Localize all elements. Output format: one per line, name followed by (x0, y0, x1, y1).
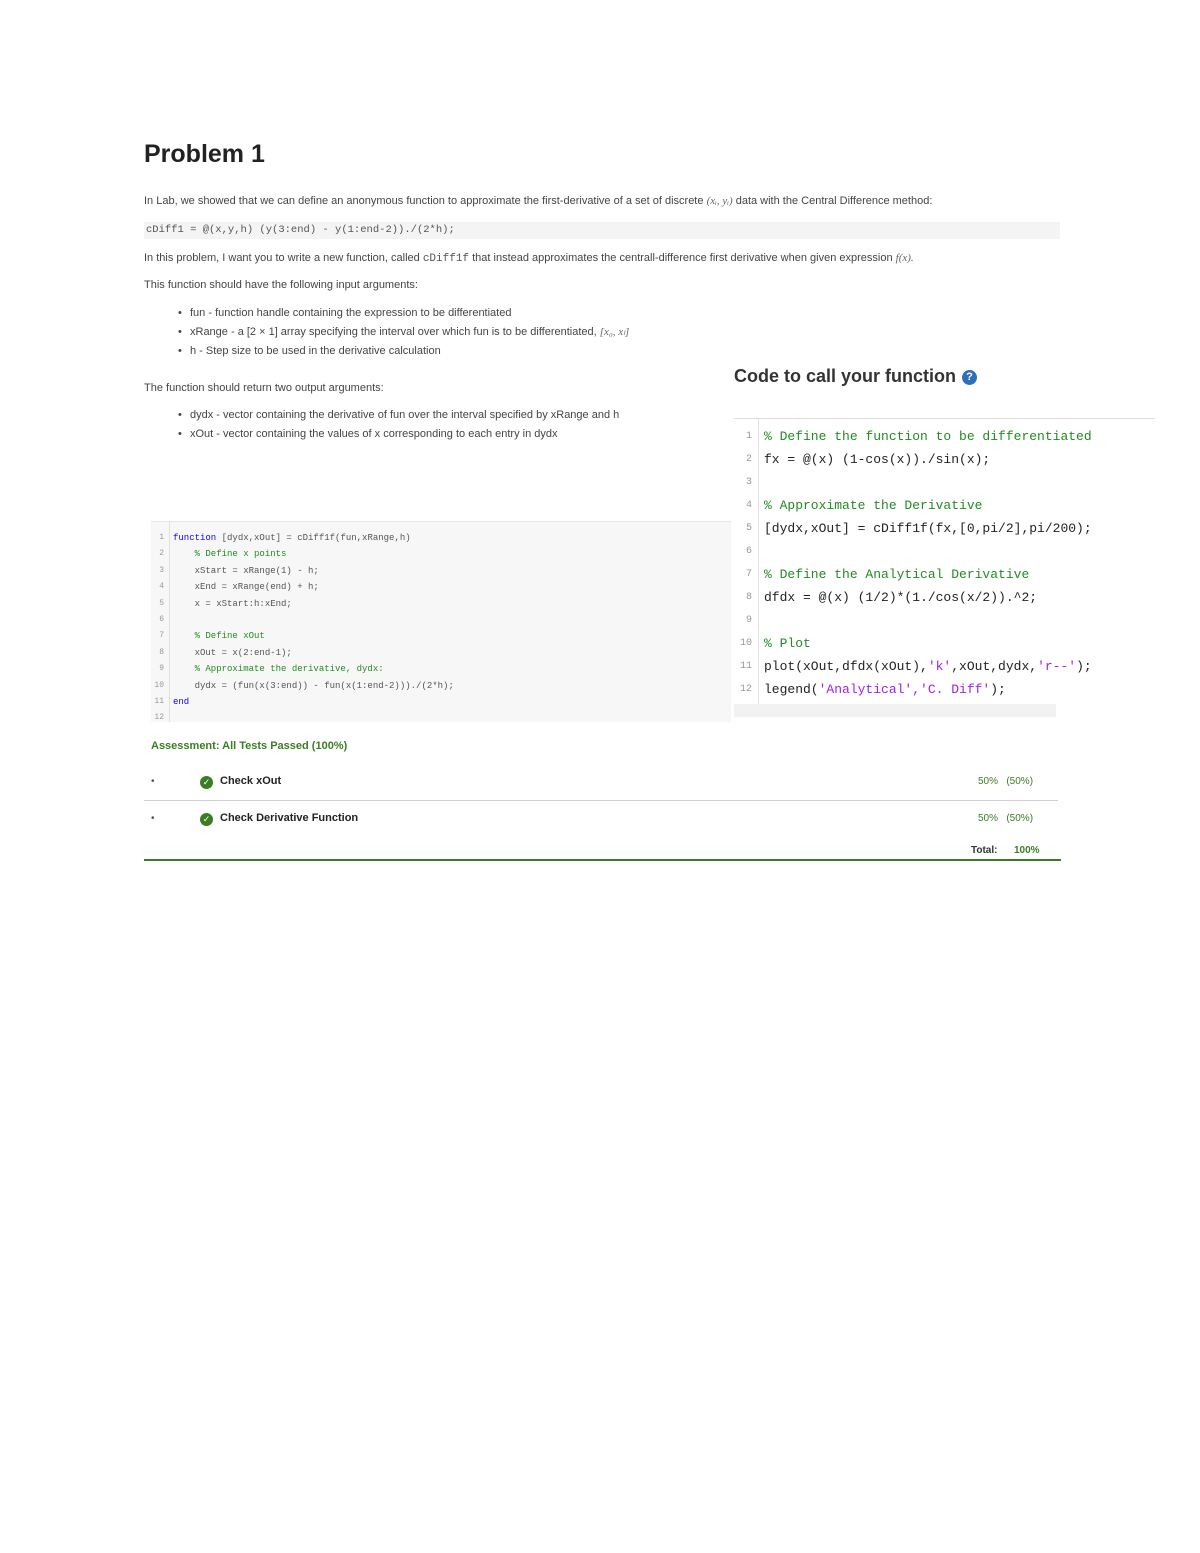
page-title: Problem 1 (144, 140, 265, 168)
assessment-header: Assessment: All Tests Passed (100%) (151, 740, 348, 752)
line-number: 5 (745, 523, 752, 534)
code-line (173, 563, 319, 579)
code-line (173, 694, 189, 710)
line-number: 8 (745, 592, 752, 603)
line-number: 12 (154, 713, 164, 723)
intro-text-post: data with the Central Difference method: (735, 195, 933, 207)
function-code-editor[interactable] (151, 521, 731, 722)
code-string: 'r--' (1037, 659, 1077, 674)
outputs-list (176, 406, 619, 444)
input-h-text: h - Step size to be used in the derivative calculation (190, 345, 441, 357)
intro-text-pre: In Lab, we showed that we can define an anonymous function to approximate the first-derivative of a set of discrete (144, 195, 704, 207)
inputs-list (176, 304, 629, 361)
code-line (764, 425, 1092, 448)
code-line (173, 530, 411, 546)
code-text: ,xOut,dydx, (951, 659, 1038, 674)
gutter-divider (169, 522, 170, 722)
output-xout-text: xOut - vector containing the values of x corresponding to each entry in dydx (190, 428, 558, 440)
code-line (173, 596, 292, 612)
code-line (173, 645, 292, 661)
code-string: 'Analytical','C. Diff' (818, 682, 991, 697)
line-number: 8 (159, 647, 164, 657)
call-code-editor[interactable] (734, 418, 1155, 717)
question-circle-icon[interactable]: ? (962, 370, 977, 385)
code-line (764, 632, 811, 655)
code-line (764, 678, 1006, 701)
test-score: 50% (50%) (978, 776, 1034, 787)
code-text: fx = @(x) (1-cos(x))./sin(x); (764, 452, 991, 467)
code-text: ); (1076, 659, 1092, 674)
line-number: 4 (159, 582, 164, 592)
line-number: 10 (739, 638, 752, 649)
horizontal-scrollbar[interactable] (734, 704, 1056, 717)
line-number: 1 (745, 431, 752, 442)
code-line (764, 586, 1037, 609)
code-text: xOut = x(2:end-1); (173, 647, 292, 658)
list-item (176, 406, 619, 425)
line-number: 9 (159, 664, 164, 674)
line-number: 6 (745, 546, 752, 557)
code-line (764, 563, 1029, 586)
output-dydx-text: dydx - vector containing the derivative of fun over the interval specified by xRange and h (190, 409, 620, 421)
check-circle-icon: ✓ (200, 813, 213, 826)
line-number: 2 (159, 549, 164, 559)
code-comment: % Define xOut (173, 631, 265, 642)
function-name: cDiff1f (422, 253, 470, 265)
test-bullet: • (151, 776, 155, 787)
input-xrange-text: xRange - a [2 × 1] array specifying the interval over which fun is to be differentiated, (190, 326, 597, 338)
list-item (176, 425, 619, 444)
line-number: 9 (745, 615, 752, 626)
code-line (764, 448, 990, 471)
test-label-check-derivative[interactable]: Check Derivative Function (220, 812, 359, 824)
line-number: 12 (739, 684, 752, 695)
code-line (764, 655, 1092, 678)
test-label-check-xout[interactable]: Check xOut (220, 775, 282, 787)
code-comment: % Approximate the derivative, dydx: (173, 664, 384, 675)
code-comment: % Plot (764, 636, 811, 651)
list-item (176, 304, 629, 323)
code-text: xEnd = xRange(end) + h; (173, 582, 319, 593)
gutter-divider (758, 419, 759, 704)
code-string: 'k' (927, 659, 952, 674)
list-item (176, 323, 629, 342)
total-value: 100% (1014, 845, 1040, 856)
test-bullet: • (151, 813, 155, 824)
line-number: 7 (745, 569, 752, 580)
call-section-title: Code to call your function (734, 366, 957, 386)
line-number: 3 (159, 565, 164, 575)
intro-math: (xᵢ, yᵢ) (706, 195, 733, 207)
code-line (173, 546, 286, 562)
code-text: ); (990, 682, 1006, 697)
line-number: 11 (154, 697, 164, 706)
intro-paragraph (144, 195, 932, 207)
check-circle-icon: ✓ (200, 776, 213, 789)
code-line (173, 661, 384, 677)
test-score: 50% (50%) (978, 813, 1034, 824)
code-line (173, 579, 319, 595)
code-text: [dydx,xOut] = cDiff1f(fx,[0,pi/2],pi/200); (764, 521, 1092, 536)
inputs-intro: This function should have the following input arguments: (144, 279, 418, 291)
code-text: dfdx = @(x) (1/2)*(1./cos(x/2)).^2; (764, 590, 1038, 605)
outputs-intro: The function should return two output arguments: (144, 382, 384, 394)
code-line (764, 517, 1092, 540)
line-number: 4 (745, 500, 752, 511)
code-text: legend( (764, 682, 819, 697)
call-section-heading (734, 366, 977, 387)
code-text: dydx = (fun(x(3:end)) - fun(x(1:end-2)))./(2*h); (173, 680, 454, 691)
line-number: 11 (739, 661, 752, 672)
code-text: [dydx,xOut] = cDiff1f(fun,xRange,h) (216, 533, 411, 543)
input-xrange-math: [x₀, xₗ] (599, 326, 630, 338)
problem-math: f(x). (895, 252, 914, 264)
line-number: 1 (159, 533, 164, 542)
problem-statement (144, 252, 914, 265)
divider (144, 800, 1058, 801)
code-line (173, 628, 265, 644)
input-fun-text: fun - function handle containing the expression to be differentiated (190, 307, 512, 319)
line-number: 6 (159, 615, 164, 624)
problem-text-pre: In this problem, I want you to write a new function, called (144, 252, 420, 264)
line-number: 10 (154, 680, 164, 690)
code-comment: % Define x points (173, 549, 287, 560)
line-number: 7 (159, 631, 164, 641)
code-comment: % Approximate the Derivative (764, 498, 983, 513)
line-number: 2 (745, 454, 752, 465)
line-number: 3 (745, 477, 752, 488)
code-text: xStart = xRange(1) - h; (173, 565, 319, 576)
code-comment: % Define the Analytical Derivative (764, 567, 1030, 582)
line-number: 5 (159, 598, 164, 608)
code-line (764, 494, 982, 517)
code-text: plot(xOut,dfdx(xOut), (764, 659, 928, 674)
code-keyword: function (173, 533, 217, 543)
total-underline (144, 859, 1061, 861)
total-label: Total: (971, 845, 998, 856)
code-line (173, 678, 454, 694)
list-item (176, 342, 629, 361)
problem-text-mid: that instead approximates the centrall-difference first derivative when given expression (472, 252, 893, 264)
code-text: x = xStart:h:xEnd; (173, 598, 292, 609)
code-keyword: end (173, 697, 190, 707)
anonymous-function-code: cDiff1 = @(x,y,h) (y(3:end) - y(1:end-2))./(2*h); (144, 222, 1060, 239)
code-comment: % Define the function to be differentiated (764, 429, 1092, 444)
